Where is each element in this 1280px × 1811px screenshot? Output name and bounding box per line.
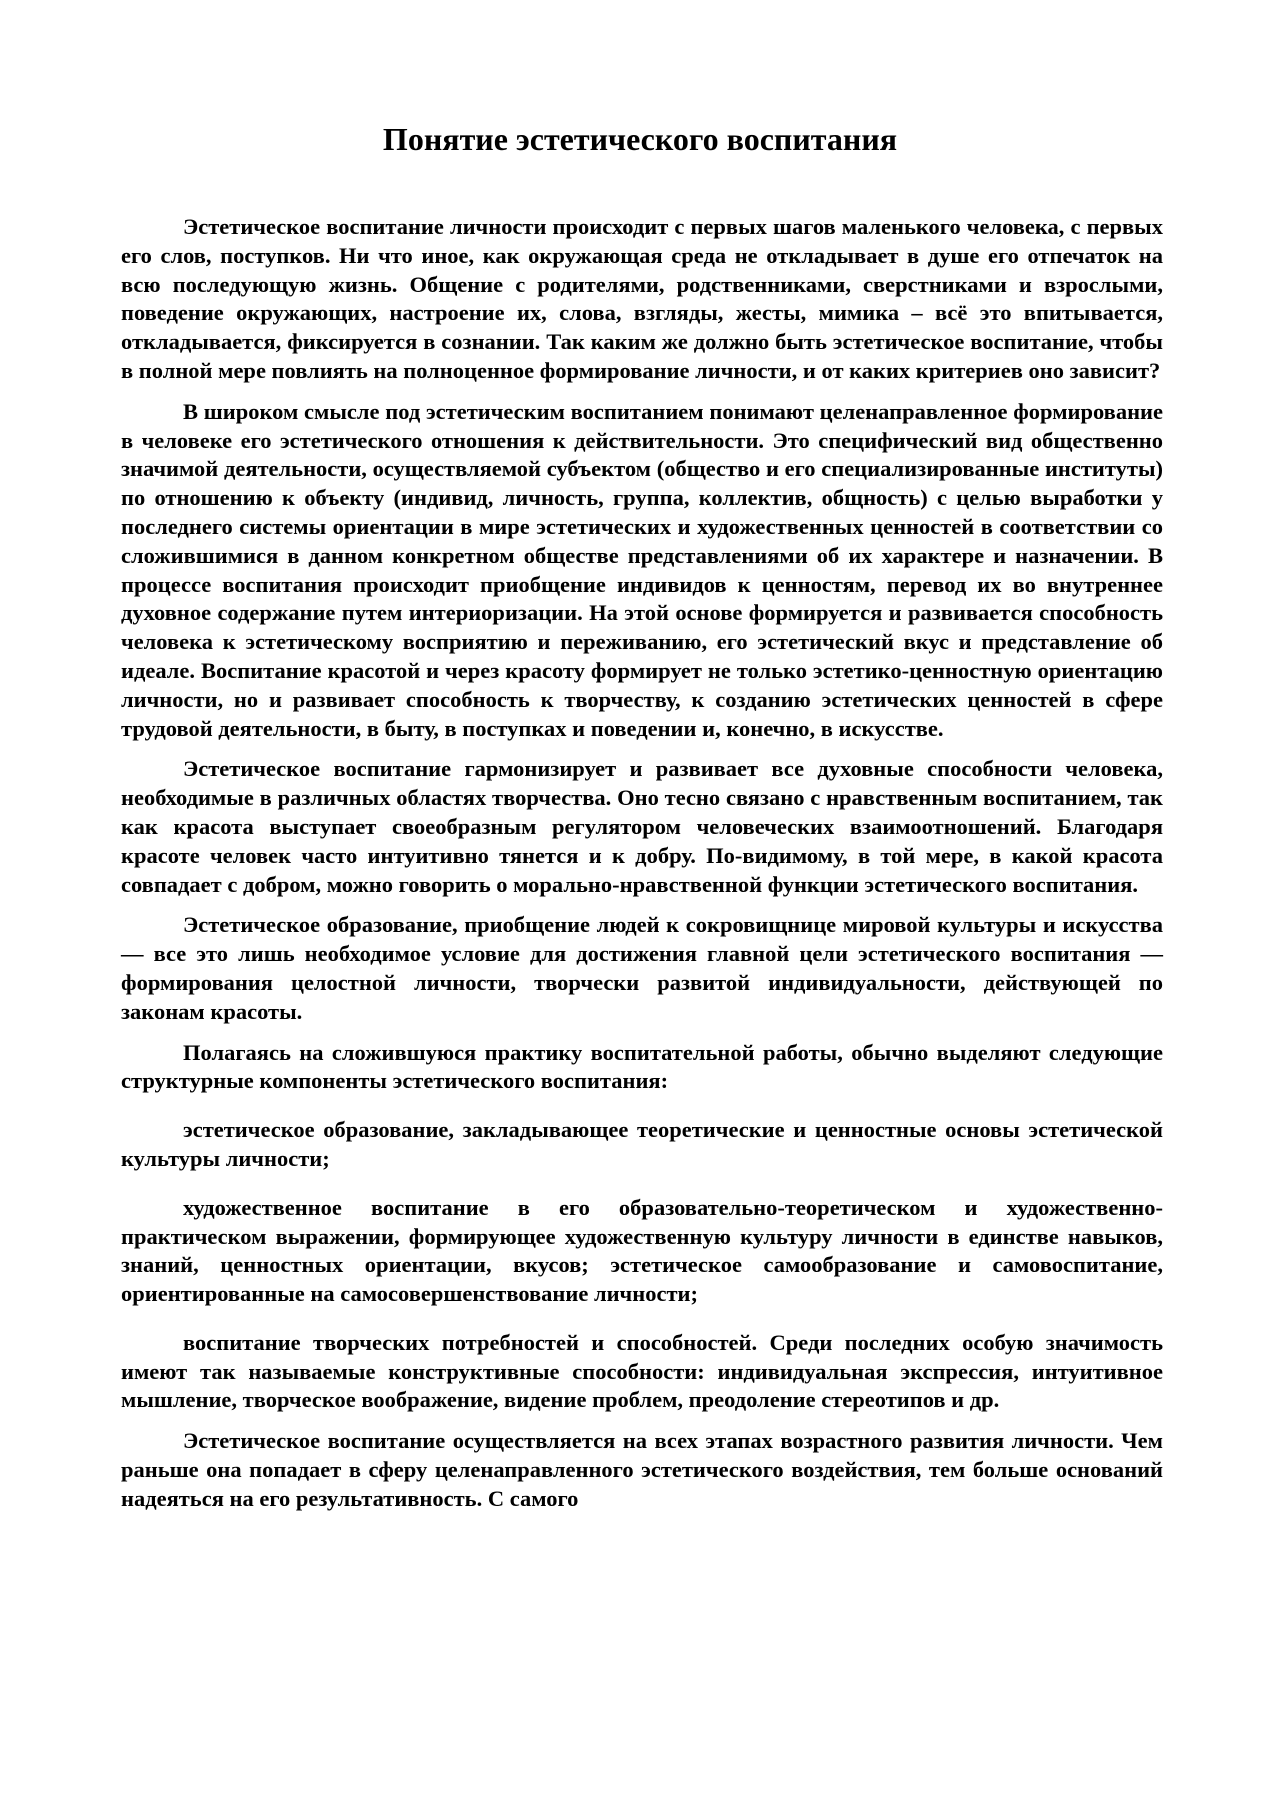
list-item-2: художественное воспитание в его образовательно-теоретическом и художественно-практическом выражении, формирующее художественную культуру личности в единстве навыков, знаний, ценностных ориентации, вкусов; эстетическое самообразование и самовоспитание, ориентированные на самосовершенствование личности; xyxy=(121,1194,1163,1307)
paragraph-5: Полагаясь на сложившуюся практику воспитательной работы, обычно выделяют следующие структурные компоненты эстетического воспитания: xyxy=(121,1039,1163,1094)
list-item-3: воспитание творческих потребностей и способностей. Среди последних особую значимость имеют так называемые конструктивные способности: индивидуальная экспрессия, интуитивное мышление, творческое воображение, видение проблем, преодоление стереотипов и др. xyxy=(121,1329,1163,1413)
list-item-1: эстетическое образование, закладывающее теоретические и ценностные основы эстетической культуры личности; xyxy=(121,1117,1163,1171)
document-body xyxy=(121,213,1163,1526)
paragraph-final: Эстетическое воспитание осуществляется на всех этапах возрастного развития личности. Чем раньше она попадает в сферу целенаправленного эстетического воздействия, тем больше оснований надеяться на его результативность. С самого xyxy=(121,1428,1163,1511)
paragraph-3: Эстетическое воспитание гармонизирует и развивает все духовные способности человека, необходимые в различных областях творчества. Оно тесно связано с нравственным воспитанием, так как красота выступает своеобразным регулятором человеческих взаимоотношений. Благодаря красоте человек часто интуитивно тянется и к добру. По-видимому, в той мере, в какой красота совпадает с добром, можно говорить о морально-нравственной функции эстетического воспитания. xyxy=(121,756,1163,897)
paragraph-1: Эстетическое воспитание личности происходит с первых шагов маленького человека, с первых его слов, поступков. Ни что иное, как окружающая среда не откладывает в душе его отпечаток на всю последующую жизнь. Общение с родителями, родственниками, сверстниками и взрослыми, поведение окружающих, настроение их, слова, взгляды, жесты, мимика – всё это впитывается, откладывается, фиксируется в сознании. Так каким же должно быть эстетическое воспитание, чтобы в полной мере повлиять на полноценное формирование личности, и от каких критериев оно зависит? xyxy=(121,214,1163,383)
paragraph-2: В широком смысле под эстетическим воспитанием понимают целенаправленное формирование в человеке его эстетического отношения к действительности. Это специфический вид общественно значимой деятельности, осуществляемой субъектом (общество и его специализированные институты) по отношению к объекту (индивид, личность, группа, коллектив, общность) с целью выработки у последнего системы ориентации в мире эстетических и художественных ценностей в соответствии со сложившимися в данном конкретном обществе представлениями об их характере и назначении. В процессе воспитания происходит приобщение индивидов к ценностям, перевод их во внутреннее духовное содержание путем интериоризации. На этой основе формируется и развивается способность человека к эстетическому восприятию и переживанию, его эстетический вкус и представление об идеале. Воспитание красотой и через красоту формирует не только эстетико-ценностную ориентацию личности, но и развивает способность к творчеству, к созданию эстетических ценностей в сфере трудовой деятельности, в быту, в поступках и поведении и, конечно, в искусстве. xyxy=(121,398,1163,741)
paragraph-4: Эстетическое образование, приобщение людей к сокровищнице мировой культуры и искусства — все это лишь необходимое условие для достижения главной цели эстетического воспитания — формирования целостной личности, творчески развитой индивидуальности, действующей по законам красоты. xyxy=(121,912,1163,1024)
page-title: Понятие эстетического воспитания xyxy=(382,121,898,157)
